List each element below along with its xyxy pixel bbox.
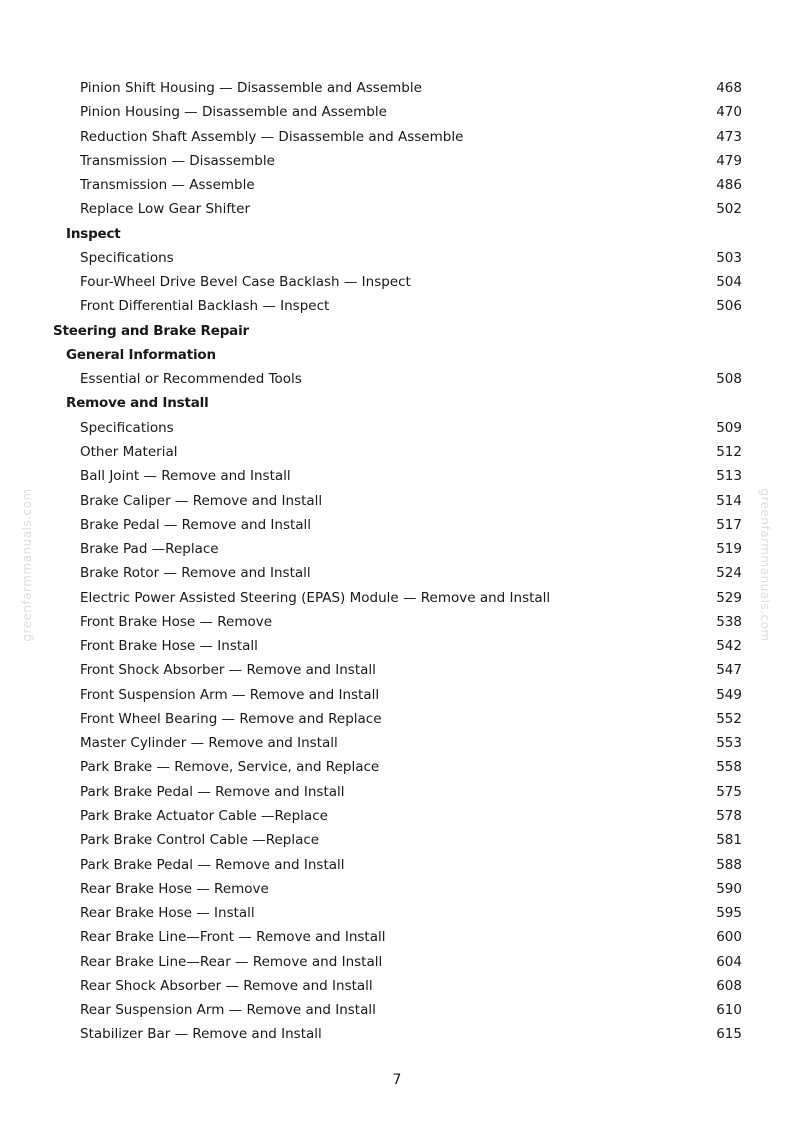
toc-entry-page: 575 [716, 783, 742, 800]
toc-entry-title: Ball Joint — Remove and Install [80, 468, 291, 485]
toc-entry[interactable] [0, 877, 794, 901]
toc-entry-page: 581 [716, 832, 742, 849]
toc-entry-title: Park Brake Actuator Cable —Replace [80, 807, 328, 824]
toc-entry-page: 479 [716, 152, 742, 169]
toc-entry[interactable] [0, 561, 794, 585]
toc-entry[interactable] [0, 246, 794, 270]
toc-entry-page: 486 [716, 177, 742, 194]
toc-entry-title: Rear Brake Line—Front — Remove and Install [80, 929, 386, 946]
toc-entry[interactable] [0, 828, 794, 852]
toc-entry-page: 512 [716, 443, 742, 460]
toc-entry-page: 506 [716, 298, 742, 315]
toc-entry-title: Front Shock Absorber — Remove and Install [80, 662, 376, 679]
toc-entry-title: Transmission — Disassemble [80, 152, 275, 169]
page-number: 7 [392, 1072, 402, 1088]
toc-entry-title: Steering and Brake Repair [53, 322, 249, 339]
toc-entry-title: Pinion Shift Housing — Disassemble and Assemble [80, 80, 422, 96]
toc-entry[interactable] [0, 367, 794, 391]
toc-entry-title: Specifications [80, 249, 174, 266]
toc-entry-page: 503 [716, 249, 742, 266]
toc-entry-page: 473 [716, 128, 742, 145]
toc-entry[interactable] [0, 731, 794, 755]
toc-entry[interactable] [0, 513, 794, 537]
toc-heading [0, 319, 794, 343]
toc-entry-page: 513 [716, 468, 742, 485]
toc-entry-page: 517 [716, 516, 742, 533]
table-of-contents [0, 76, 794, 1047]
toc-entry[interactable] [0, 610, 794, 634]
toc-entry[interactable] [0, 925, 794, 949]
toc-entry[interactable] [0, 100, 794, 124]
toc-entry-page: 468 [716, 80, 742, 96]
toc-entry[interactable] [0, 416, 794, 440]
toc-entry-title: Brake Pad —Replace [80, 541, 219, 558]
toc-entry-page: 514 [716, 492, 742, 509]
toc-entry-page: 529 [716, 589, 742, 606]
toc-entry-title: Rear Shock Absorber — Remove and Install [80, 977, 373, 994]
toc-entry[interactable] [0, 901, 794, 925]
toc-entry-title: Park Brake Pedal — Remove and Install [80, 856, 345, 873]
toc-entry-title: Rear Brake Line—Rear — Remove and Install [80, 953, 383, 970]
toc-entry[interactable] [0, 270, 794, 294]
toc-entry-page: 595 [716, 905, 742, 922]
toc-entry-page: 504 [716, 274, 742, 291]
toc-entry-page: 509 [716, 419, 742, 436]
toc-entry-title: Front Differential Backlash — Inspect [80, 298, 330, 315]
toc-entry-page: 508 [716, 371, 742, 388]
toc-entry-title: Transmission — Assemble [80, 177, 255, 194]
toc-entry[interactable] [0, 658, 794, 682]
toc-entry[interactable] [0, 998, 794, 1022]
toc-entry[interactable] [0, 707, 794, 731]
toc-entry-title: Specifications [80, 419, 174, 436]
toc-entry-page: 547 [716, 662, 742, 679]
toc-entry[interactable] [0, 780, 794, 804]
toc-entry-title: Rear Brake Hose — Install [80, 905, 255, 922]
toc-entry-title: Front Wheel Bearing — Remove and Replace [80, 710, 382, 727]
watermark-right: greenfarmmanuals.com [758, 488, 772, 642]
toc-entry[interactable] [0, 683, 794, 707]
toc-entry[interactable] [0, 974, 794, 998]
toc-entry-page: 519 [716, 541, 742, 558]
toc-entry-page: 524 [716, 565, 742, 582]
toc-heading [0, 222, 794, 246]
toc-entry[interactable] [0, 586, 794, 610]
toc-entry-page: 588 [716, 856, 742, 873]
toc-entry-title: Brake Rotor — Remove and Install [80, 565, 311, 582]
toc-entry-title: Remove and Install [66, 395, 209, 412]
toc-entry-page: 542 [716, 638, 742, 655]
toc-entry-page: 538 [716, 613, 742, 630]
toc-entry-page: 552 [716, 710, 742, 727]
toc-entry-page: 549 [716, 686, 742, 703]
watermark-left: greenfarmmanuals.com [20, 488, 34, 642]
toc-entry-title: Essential or Recommended Tools [80, 371, 302, 388]
toc-entry-title: Front Brake Hose — Remove [80, 613, 273, 630]
toc-entry-title: Rear Brake Hose — Remove [80, 880, 269, 897]
toc-entry-page: 502 [716, 201, 742, 218]
toc-entry-page: 590 [716, 880, 742, 897]
toc-entry-title: Four-Wheel Drive Bevel Case Backlash — Inspect [80, 274, 411, 291]
toc-entry-title: Pinion Housing — Disassemble and Assemble [80, 104, 387, 121]
toc-entry-page: 558 [716, 759, 742, 776]
toc-entry[interactable] [0, 950, 794, 974]
toc-entry-page: 608 [716, 977, 742, 994]
toc-entry[interactable] [0, 537, 794, 561]
toc-entry-title: General Information [66, 346, 216, 363]
toc-heading [0, 343, 794, 367]
toc-entry[interactable] [0, 76, 794, 100]
toc-entry-title: Front Suspension Arm — Remove and Install [80, 686, 380, 703]
toc-entry-title: Park Brake Pedal — Remove and Install [80, 783, 345, 800]
toc-entry-title: Park Brake Control Cable —Replace [80, 832, 320, 849]
toc-heading [0, 391, 794, 415]
toc-entry[interactable] [0, 440, 794, 464]
toc-entry-title: Other Material [80, 443, 178, 460]
toc-entry[interactable] [0, 294, 794, 318]
toc-entry-page: 604 [716, 953, 742, 970]
toc-entry[interactable] [0, 853, 794, 877]
toc-entry-title: Reduction Shaft Assembly — Disassemble and Assemble [80, 128, 464, 145]
toc-entry-page: 553 [716, 735, 742, 752]
toc-entry-title: Rear Suspension Arm — Remove and Install [80, 1002, 376, 1019]
toc-entry[interactable] [0, 634, 794, 658]
toc-entry-title: Electric Power Assisted Steering (EPAS) Module — Remove and Install [80, 589, 551, 606]
toc-entry[interactable] [0, 125, 794, 149]
toc-entry-page: 615 [716, 1026, 742, 1043]
toc-entry-title: Stabilizer Bar — Remove and Install [80, 1026, 322, 1043]
toc-entry-title: Brake Caliper — Remove and Install [80, 492, 323, 509]
toc-entry[interactable] [0, 1022, 794, 1046]
toc-entry[interactable] [0, 173, 794, 197]
toc-entry[interactable] [0, 464, 794, 488]
toc-entry[interactable] [0, 197, 794, 221]
toc-entry-title: Park Brake — Remove, Service, and Replace [80, 759, 380, 776]
toc-entry-title: Replace Low Gear Shifter [80, 201, 250, 218]
toc-entry[interactable] [0, 755, 794, 779]
toc-entry[interactable] [0, 489, 794, 513]
toc-entry-page: 470 [716, 104, 742, 121]
toc-entry-page: 610 [716, 1002, 742, 1019]
toc-entry-title: Master Cylinder — Remove and Install [80, 735, 338, 752]
toc-entry-page: 578 [716, 807, 742, 824]
toc-entry[interactable] [0, 149, 794, 173]
toc-entry-page: 600 [716, 929, 742, 946]
toc-entry-title: Inspect [66, 225, 121, 242]
toc-entry-title: Brake Pedal — Remove and Install [80, 516, 312, 533]
toc-entry-title: Front Brake Hose — Install [80, 638, 258, 655]
toc-entry[interactable] [0, 804, 794, 828]
